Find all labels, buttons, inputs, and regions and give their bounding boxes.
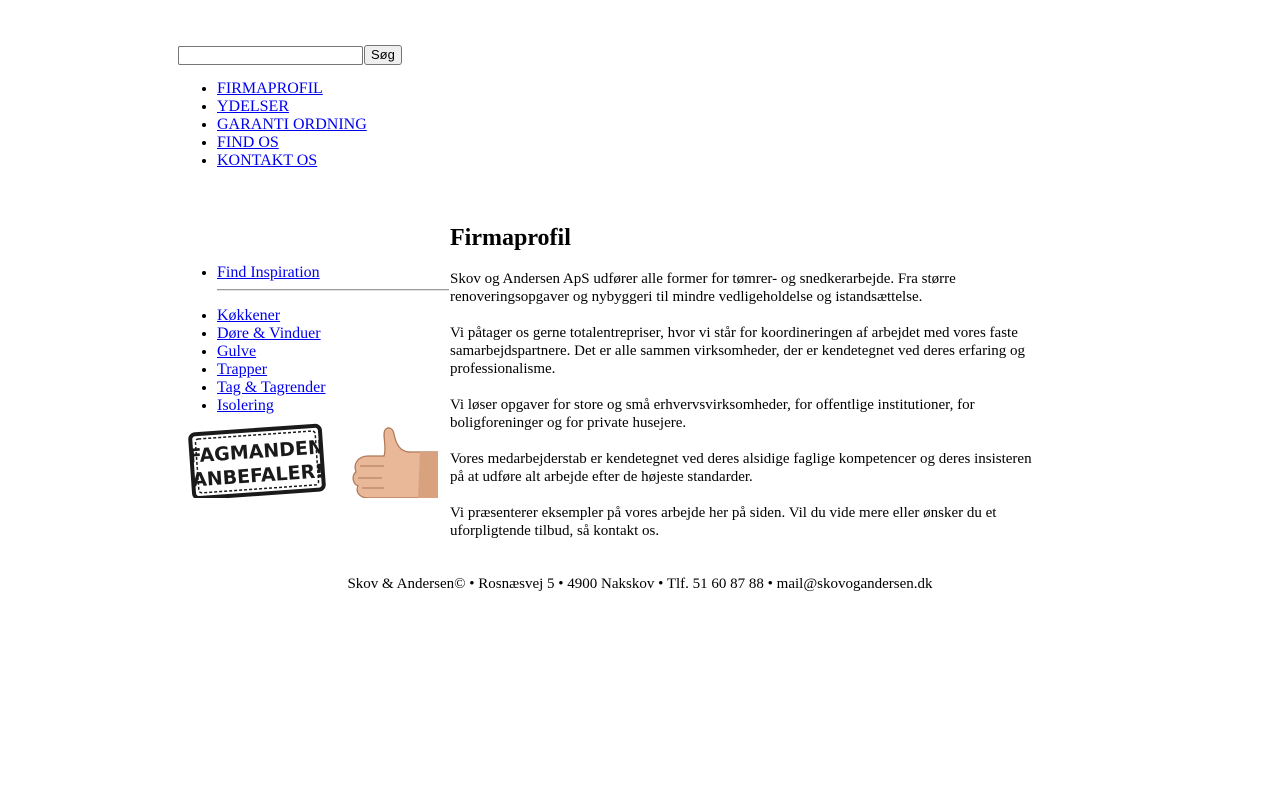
sidebar-item-isolering <box>217 397 450 415</box>
sidebar-link-trapper[interactable]: Trapper <box>217 361 268 378</box>
thumbs-up-icon <box>353 428 438 498</box>
main-nav-item-garanti-ordning <box>217 116 367 134</box>
search-bar <box>178 45 402 65</box>
main-nav-link-find-os[interactable]: FIND OS <box>217 134 279 151</box>
sidebar-item-gulve <box>217 343 450 361</box>
sidebar-link-isolering[interactable]: Isolering <box>217 397 274 414</box>
page-title: Firmaprofil <box>450 225 571 251</box>
main-nav-list <box>178 80 367 170</box>
main-nav-item-firmaprofil <box>217 80 367 98</box>
content-paragraph: Vi løser opgaver for store og små erhvervsvirksomheder, for offentlige institutioner, for boligforeninger og for private husejere. <box>450 397 975 431</box>
sidebar <box>178 264 450 415</box>
sidebar-link-dore-vinduer[interactable]: Døre & Vinduer <box>217 325 321 342</box>
main-nav-link-kontakt-os[interactable]: KONTAKT OS <box>217 152 318 169</box>
sidebar-link-find-inspiration[interactable]: Find Inspiration <box>217 264 320 281</box>
main-nav-link-garanti-ordning[interactable]: GARANTI ORDNING <box>217 116 367 133</box>
sidebar-link-tag-tagrender[interactable]: Tag & Tagrender <box>217 379 326 396</box>
content-paragraph: Skov og Andersen ApS udfører alle former for tømrer- og snedkerarbejde. Fra større renoveringsopgaver og nybyggeri til mindre vedligeholdelse og istandsættelse. <box>450 271 956 305</box>
stamp-line1: FAGMANDEN <box>188 436 325 468</box>
sidebar-item-kokkener <box>217 307 450 325</box>
footer-contact-text: Skov & Andersen© • Rosnæsvej 5 • 4900 Nakskov • Tlf. 51 60 87 88 • mail@skovogandersen.dk <box>347 576 933 592</box>
sidebar-link-kokkener[interactable]: Køkkener <box>217 307 281 324</box>
main-nav-link-ydelser[interactable]: YDELSER <box>217 98 289 115</box>
main-nav-item-find-os <box>217 134 367 152</box>
sidebar-item-trapper <box>217 361 450 379</box>
search-button[interactable]: Søg <box>364 45 402 65</box>
stamp-line2: ANBEFALER! <box>191 460 325 492</box>
banner-graphic <box>188 422 438 498</box>
sidebar-link-gulve[interactable]: Gulve <box>217 343 257 360</box>
main-nav-link-firmaprofil[interactable]: FIRMAPROFIL <box>217 80 323 97</box>
fagmanden-anbefaler-banner <box>188 422 438 498</box>
sidebar-divider <box>217 289 449 291</box>
search-input[interactable] <box>178 46 363 65</box>
main-nav-item-ydelser <box>217 98 367 116</box>
content-paragraph: Vores medarbejderstab er kendetegnet ved deres alsidige faglige kompetencer og deres insisteren på at udføre alt arbejde efter de højeste standarder. <box>450 451 1032 485</box>
sidebar-item-dore-vinduer <box>217 325 450 343</box>
main-nav <box>178 80 367 170</box>
content-paragraph: Vi påtager os gerne totalentrepriser, hvor vi står for koordineringen af arbejdet med vores faste samarbejdspartnere. Det er alle sammen virksomheder, der er kendetegnet ved deres erfaring og professionalisme. <box>450 325 1025 377</box>
sidebar-item-tag-tagrender <box>217 379 450 397</box>
sidebar-list <box>178 307 450 415</box>
main-nav-item-kontakt-os <box>217 152 367 170</box>
footer <box>0 575 1280 593</box>
content-paragraph: Vi præsenterer eksempler på vores arbejde her på siden. Vil du vide mere eller ønsker du et uforpligtende tilbud, så kontakt os. <box>450 505 997 539</box>
stamp-logo <box>188 425 327 498</box>
main-content <box>450 222 1040 540</box>
sidebar-heading-item <box>217 264 450 282</box>
sidebar-heading-list <box>178 264 450 282</box>
